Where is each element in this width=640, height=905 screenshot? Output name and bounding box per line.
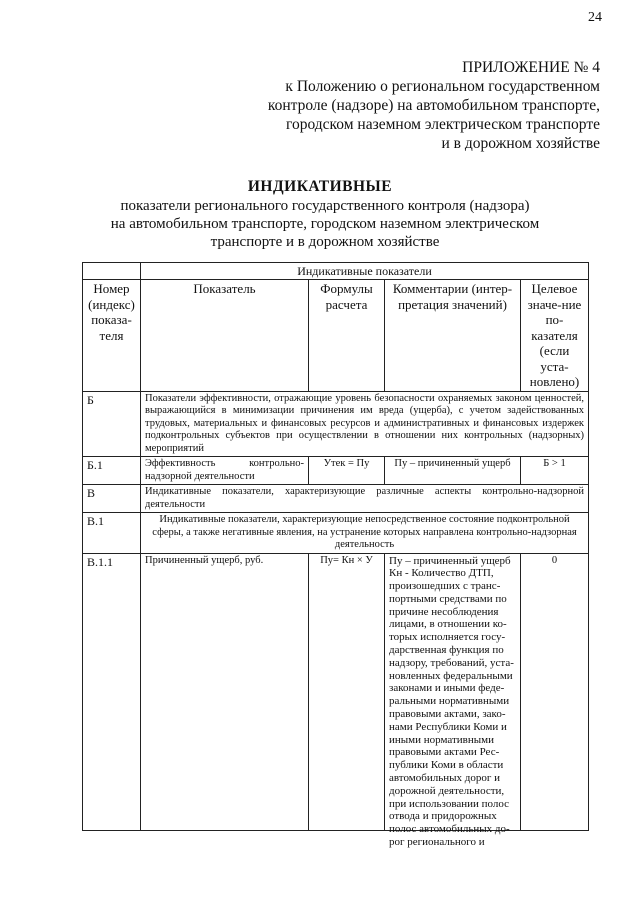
subtitle-line: показатели регионального государственного контроля (надзора)	[120, 198, 530, 214]
row-index: Б.1	[83, 457, 141, 485]
row-index: Б	[83, 391, 141, 457]
row-index: В	[83, 485, 141, 513]
header-indicator: Показатель	[141, 280, 309, 392]
document-title: ИНДИКАТИВНЫЕ	[247, 178, 393, 195]
table-row	[83, 513, 589, 554]
indicators-table	[82, 262, 589, 849]
row-section-text: Индикативные показатели, характеризующие различные аспекты контрольно-надзорной деятельности	[141, 485, 589, 513]
row-comment	[385, 553, 521, 849]
row-section-text: Индикативные показатели, характеризующие непосредственное состояние подконтрольной сферы, а также негативные явления, на устранение которых направлена контрольно-надзорная деятельность	[141, 513, 589, 554]
appendix-line: городском наземном электрическом транспорте	[286, 116, 600, 133]
row-target: 0	[521, 553, 589, 830]
table-group-header-row	[83, 263, 589, 280]
appendix-line: к Положению о региональном государственном	[285, 78, 600, 95]
row-comment-text: Пу – причиненный ущерб Кн - Количество ДТП, произошедших с транс-портными средствами по причине несоблюдения лицами, в отношении ко-торых исполняется госу-дарственная функция по надзору, требований, уста-новленных федеральными законами и иными феде-ральными нормативными правовыми актами, зако-нами Республики Коми и иными нормативными правовыми актами Рес-публики Коми в области автомобильных дорог и дорожной деятельности, при использовании полос отвода и придорожных полос автомобильных до-рог регионального и	[389, 554, 514, 849]
table-row	[83, 457, 589, 485]
row-comment: Пу – причиненный ущерб	[385, 457, 521, 485]
row-index: В.1.1	[83, 553, 141, 830]
row-indicator: Причиненный ущерб, руб.	[141, 553, 309, 830]
header-target: Целевое значе-ние по-казателя (если уста-новлено)	[521, 280, 589, 392]
header-comment: Комментарии (интер-претация значений)	[385, 280, 521, 392]
header-formula: Формулы расчета	[309, 280, 385, 392]
row-formula: Пу= Кн × У	[309, 553, 385, 830]
appendix-line: ПРИЛОЖЕНИЕ № 4	[462, 59, 600, 76]
group-header: Индикативные показатели	[141, 263, 589, 280]
page-number: 24	[588, 10, 602, 25]
row-target: Б > 1	[521, 457, 589, 485]
header-index: Номер (индекс) показа-теля	[83, 280, 141, 392]
appendix-header	[240, 58, 600, 153]
table-row	[83, 391, 589, 457]
row-indicator: Эффективность контрольно-надзорной деятельности	[141, 457, 309, 485]
appendix-line: контроле (надзоре) на автомобильном транспорте,	[267, 97, 600, 114]
document-subtitle	[90, 197, 560, 251]
table-cell-empty	[83, 263, 141, 280]
row-formula: Утек = Пу	[309, 457, 385, 485]
table-header-row	[83, 280, 589, 392]
row-index: В.1	[83, 513, 141, 554]
subtitle-line: транспорте и в дорожном хозяйстве	[210, 234, 440, 250]
row-section-text: Показатели эффективности, отражающие уровень безопасности охраняемых законом ценностей, выражающийся в минимизации причинения им вреда (ущерба), с учетом задействованных трудовых, материальных и финансовых ресурсов и административных и финансовых издержек подконтрольных субъектов при осуществлении в отношении них контрольных (надзорных) мероприятий	[141, 391, 589, 457]
table-row	[83, 485, 589, 513]
appendix-line: и в дорожном хозяйстве	[441, 135, 600, 152]
subtitle-line: на автомобильном транспорте, городском наземном электрическом	[110, 216, 540, 232]
table-row	[83, 553, 589, 830]
